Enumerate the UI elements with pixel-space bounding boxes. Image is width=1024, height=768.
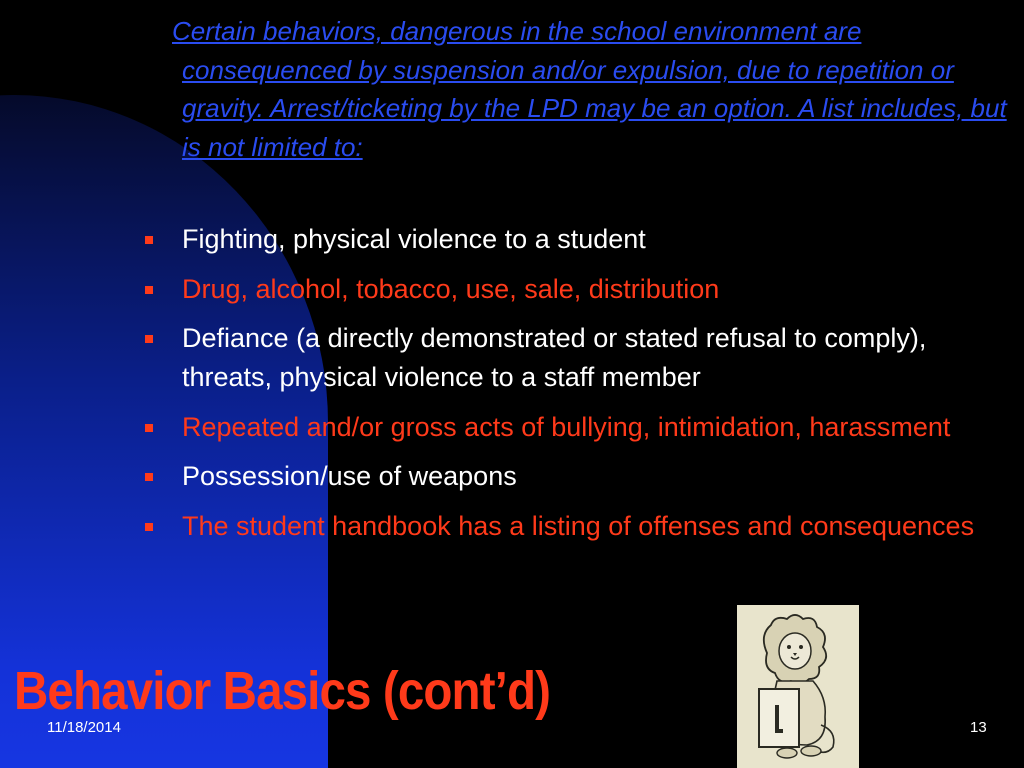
square-bullet-icon [145,523,153,531]
bullet-item [145,270,1005,309]
bullet-text: Drug, alcohol, tobacco, use, sale, distribution [182,273,720,304]
lion-mascot-icon [737,605,859,768]
bullet-item [145,220,1005,259]
lion-mascot-image [737,605,859,768]
slide-date: 11/18/2014 [47,719,121,736]
square-bullet-icon [145,236,153,244]
slide-title: Behavior Basics (cont’d) [14,661,551,721]
bullet-item [145,408,1005,447]
bullet-list [145,220,1005,556]
bullet-text: Fighting, physical violence to a student [182,224,646,254]
bullet-text: Possession/use of weapons [182,461,517,491]
bullet-text: Repeated and/or gross acts of bullying, intimidation, harassment [182,411,951,442]
bullet-text: Defiance (a directly demonstrated or stated refusal to comply), threats, physical violence to a staff member [182,323,927,392]
square-bullet-icon [145,335,153,343]
intro-paragraph: Certain behaviors, dangerous in the school environment are consequenced by suspension and/or expulsion, due to repetition or gravity. Arrest/ticketing by the LPD may be an option. A list includes, but is not limited to: [172,16,1007,162]
square-bullet-icon [145,473,153,481]
bullet-text: The student handbook has a listing of offenses and consequences [182,510,975,541]
bullet-item [145,319,1005,397]
bullet-item [145,457,1005,496]
square-bullet-icon [145,286,153,294]
square-bullet-icon [145,424,153,432]
bullet-item [145,507,1005,546]
page-number: 13 [970,719,987,736]
